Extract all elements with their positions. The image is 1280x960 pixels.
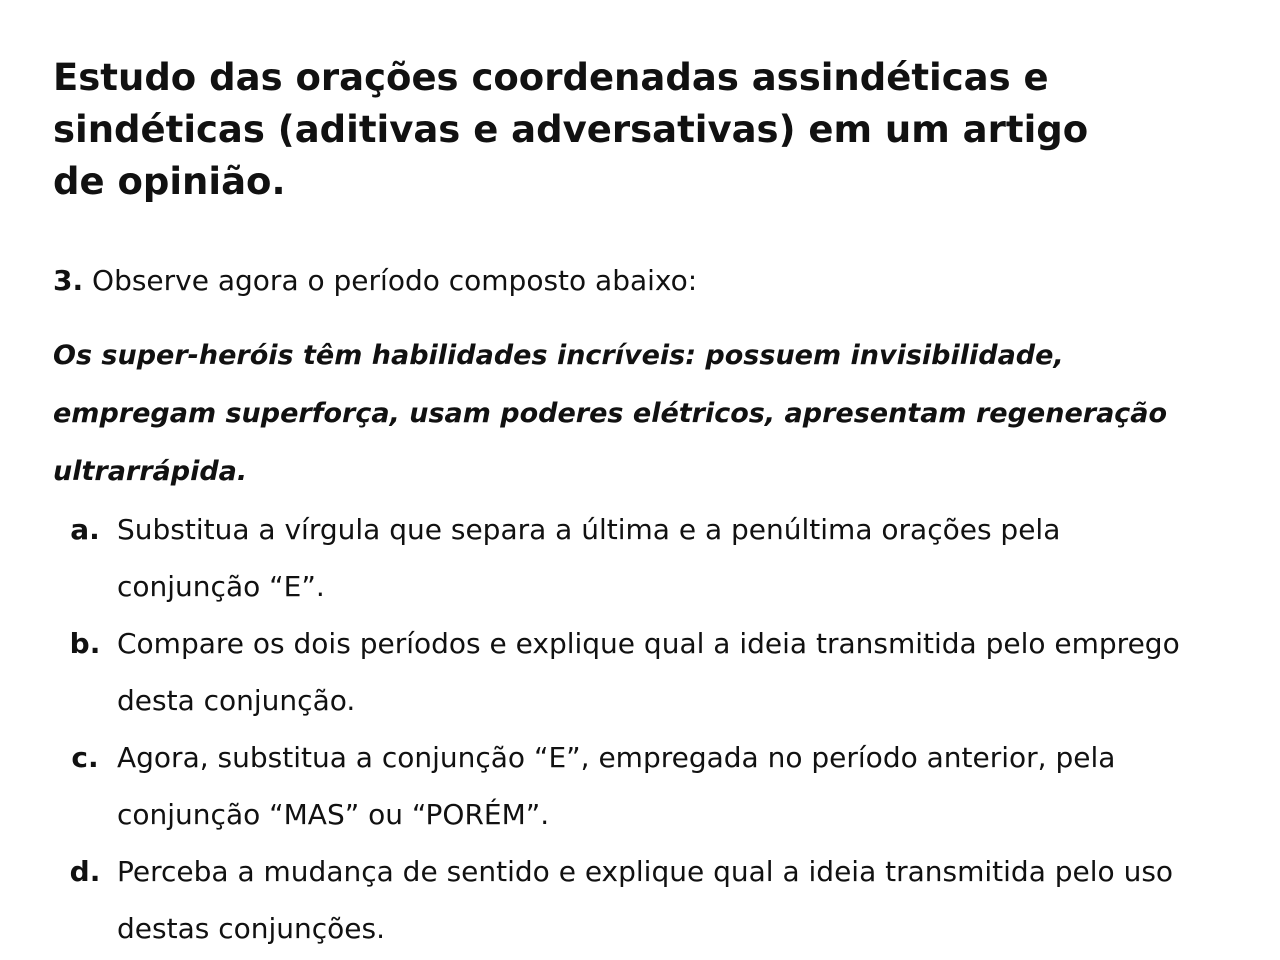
page-title: Estudo das orações coordenadas assindéticas e sindéticas (aditivas e adversativas) em um artigo de opinião. [53, 56, 1089, 203]
question-number: 3. [53, 264, 84, 297]
exercise-list [53, 501, 1253, 957]
question-prompt: Observe agora o período composto abaixo: [92, 264, 698, 297]
exercise-item-a [53, 501, 1253, 615]
item-text: Agora, substitua a conjunção “E”, empregada no período anterior, pela conjunção “MAS” ou “PORÉM”. [117, 741, 1116, 831]
item-text: Compare os dois períodos e explique qual a ideia transmitida pelo emprego desta conjunção. [117, 627, 1180, 717]
item-text: Substitua a vírgula que separa a última e a penúltima orações pela conjunção “E”. [117, 513, 1061, 603]
question-header [53, 261, 1253, 301]
item-letter: c. [71, 741, 99, 774]
exercise-item-d [53, 843, 1253, 957]
slide-content [53, 52, 1253, 957]
item-letter: a. [70, 513, 100, 546]
item-letter: d. [69, 855, 101, 888]
item-letter: b. [69, 627, 101, 660]
item-text: Perceba a mudança de sentido e explique qual a ideia transmitida pelo uso destas conjunções. [117, 855, 1174, 945]
exercise-item-b [53, 615, 1253, 729]
example-sentence: Os super-heróis têm habilidades incríveis: possuem invisibilidade, empregam superforça, usam poderes elétricos, apresentam regeneração ultrarrápida. [53, 340, 1168, 487]
exercise-item-c [53, 729, 1253, 843]
